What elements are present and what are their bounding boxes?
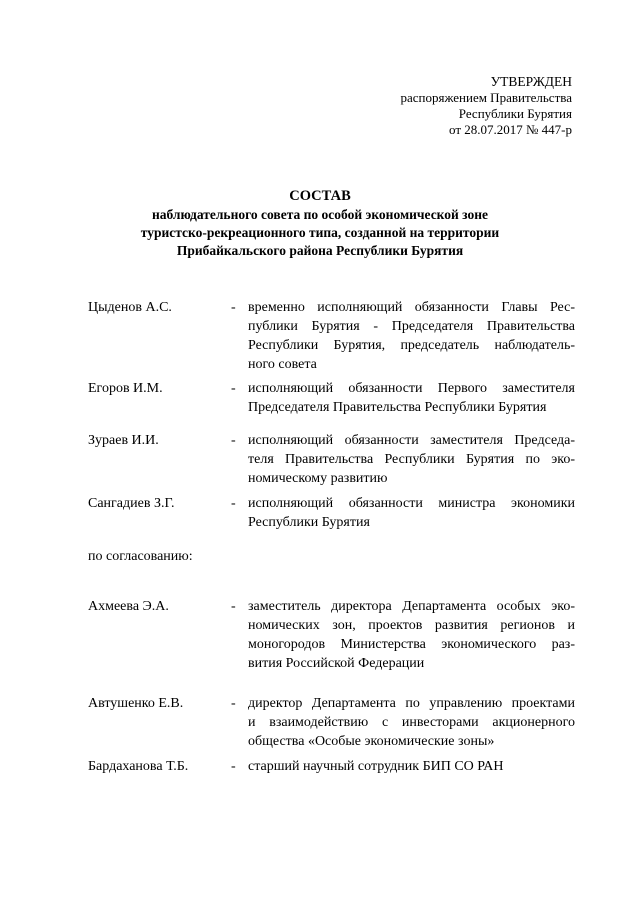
heading-line-3: Прибайкальского района Республики Бурятия [176,243,464,258]
member-position-line: Председателя Правительства Республики Бурятия [248,400,547,415]
member-position-line: временно исполняющий обязанности Главы Рес- [248,300,575,315]
member-position-line: номическому развитию [248,471,388,486]
member-position-line: публики Бурятия - Председателя Правительства [248,319,575,334]
member-position [248,298,575,374]
member-name: Бардаханова Т.Б. [88,759,189,774]
member-dash: - [231,496,236,511]
member-position [248,694,575,751]
member-dash: - [231,300,236,315]
approval-title: УТВЕРЖДЕН [490,74,572,89]
member-position-line: исполняющий обязанности Первого заместителя [248,381,575,396]
heading-line-1: наблюдательного совета по особой экономической зоне [151,207,489,222]
member-dash: - [231,381,236,396]
member-position-line: моногородов Министерства экономического раз- [248,637,575,652]
member-name: Зураев И.И. [88,433,159,448]
member-position-line: ного совета [248,357,317,372]
member-name: Егоров И.М. [88,381,163,396]
member-dash: - [231,433,236,448]
member-position-line: вития Российской Федерации [248,656,425,671]
member-dash: - [231,599,236,614]
approval-line-3: от 28.07.2017 № 447-р [449,122,572,137]
member-position [248,431,575,488]
approval-line-2: Республики Бурятия [458,106,572,121]
member-position [248,379,575,417]
agreement-note: по согласованию: [88,549,193,564]
member-position-line: заместитель директора Департамента особых эко- [248,599,575,614]
member-position-line: исполняющий обязанности заместителя Председа- [248,433,575,448]
member-position-line: Республики Бурятия [248,515,370,530]
member-position-line: теля Правительства Республики Бурятия по эко- [248,452,575,467]
approval-stamp [400,74,572,138]
member-position-line: старший научный сотрудник БИП СО РАН [248,759,504,774]
member-position [248,757,575,776]
member-name: Автушенко Е.В. [88,696,184,711]
member-position-line: Республики Бурятия, председатель наблюдатель- [248,338,575,353]
member-position [248,597,575,673]
member-name: Сангадиев З.Г. [88,496,175,511]
heading-line-2: туристско-рекреационного типа, созданной на территории [140,225,500,240]
member-position-line: номических зон, проектов развития регионов и [248,618,575,633]
approval-line-1: распоряжением Правительства [400,90,572,105]
member-position [248,494,575,532]
member-position-line: исполняющий обязанности министра экономики [248,496,575,511]
member-name: Цыденов А.С. [88,300,172,315]
member-name: Ахмеева Э.А. [88,599,169,614]
document-heading [0,186,640,260]
member-position-line: и взаимодействию с инвесторами акционерного [248,715,575,730]
document-title: СОСТАВ [289,188,351,204]
member-position-line: директор Департамента по управлению проектами [248,696,575,711]
member-position-line: общества «Особые экономические зоны» [248,734,495,749]
member-dash: - [231,696,236,711]
member-dash: - [231,759,236,774]
